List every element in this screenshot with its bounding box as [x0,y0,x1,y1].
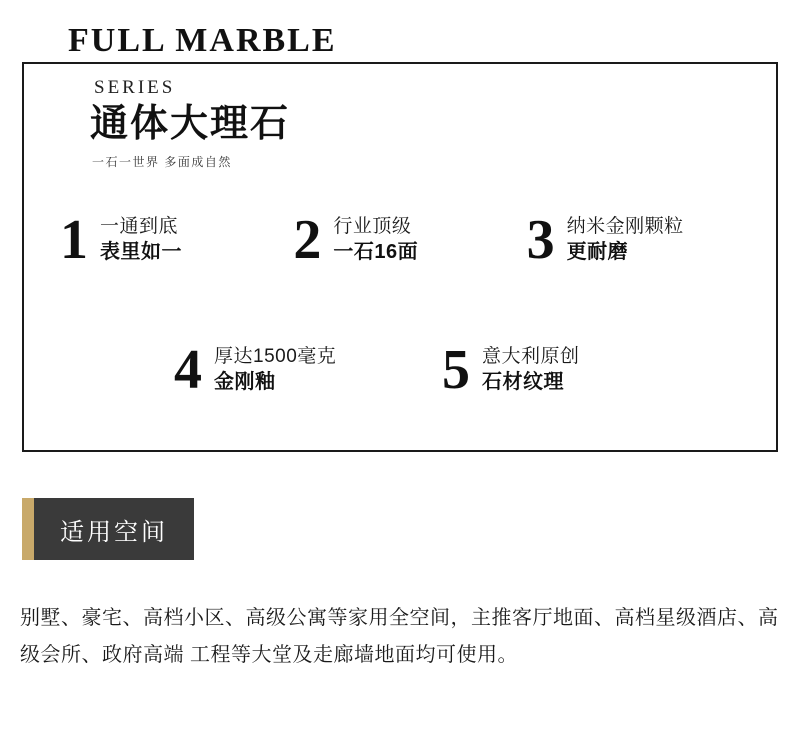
feature-line-secondary: 一石16面 [333,241,419,264]
feature-item [442,339,710,401]
feature-item [526,209,760,271]
feature-line-secondary: 更耐磨 [566,241,629,264]
feature-item [174,339,442,401]
feature-line-primary: 行业顶级 [333,215,412,237]
hero-panel [22,62,778,452]
section-banner [22,498,194,560]
feature-line-secondary: 金刚釉 [214,371,276,394]
feature-item [293,209,526,271]
hero-title-cn: 通体大理石 [90,103,291,145]
hero-title-en: FULL MARBLE [60,24,347,58]
feature-line-primary: 一通到底 [100,215,179,237]
feature-item [60,209,293,271]
feature-line-primary: 意大利原创 [482,345,580,367]
banner-label: 适用空间 [34,498,194,560]
feature-row-bottom [174,339,734,401]
banner-accent-bar [22,498,34,560]
feature-text [333,214,418,267]
feature-text [482,344,580,397]
feature-number: 3 [526,209,555,271]
hero-subtitle-en: SERIES [94,77,176,98]
feature-line-primary: 纳米金刚颗粒 [566,215,684,237]
feature-number: 2 [293,209,322,271]
feature-number: 5 [442,339,470,401]
feature-number: 4 [174,339,202,401]
section-paragraph: 别墅、豪宅、高档小区、高级公寓等家用全空间，主推客厅地面、高档星级酒店、高级会所、政府高端 工程等大堂及走廊墙地面均可使用。 [20,607,779,666]
feature-line-primary: 厚达1500毫克 [214,345,337,367]
feature-text [100,214,182,267]
feature-text [567,214,684,267]
feature-line-secondary: 表里如一 [100,241,182,264]
feature-text [214,344,336,397]
feature-line-secondary: 石材纹理 [482,371,564,394]
feature-number: 1 [60,209,88,271]
hero-slogan: 一石一世界 多面成自然 [92,155,232,169]
feature-row-top [60,209,760,271]
